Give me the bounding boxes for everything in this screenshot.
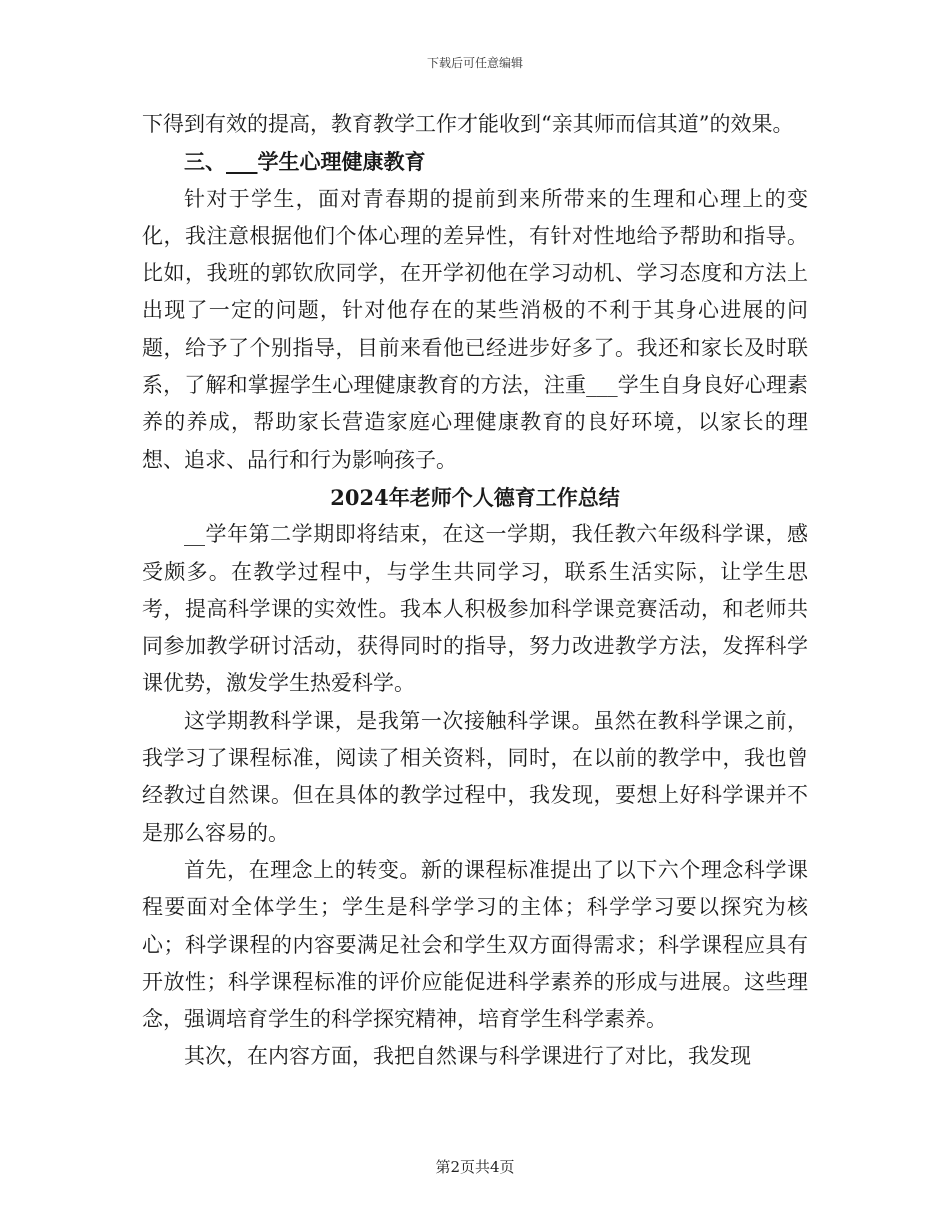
document-body: [142, 106, 808, 1076]
page-number-footer: 第2页共4页: [435, 1158, 515, 1176]
paragraph: 下得到有效的提高，教育教学工作才能收到“亲其师而信其道”的效果。: [142, 112, 794, 136]
paragraph: 其次，在内容方面，我把自然课与科学课进行了对比，我发现: [184, 1044, 751, 1069]
paragraph: 针对于学生，面对青春期的提前到来所带来的生理和心理上的变化，我注意根据他们个体心理的差异性，有针对性地给予帮助和指导。比如，我班的郭钦欣同学，在开学初他在学习动机、学习态度和方法上出现了一定的问题，针对他存在的某些消极的不利于其身心进展的问题，给予了个别指导，目前来看他已经进步好多了。我还和家长及时联系，了解和掌握学生心理健康教育的方法，注重___学生自身良好心理素养的养成，帮助家长营造家庭心理健康教育的良好环境，以家长的理想、追求、品行和行为影响孩子。: [142, 186, 808, 472]
paragraph: __学年第二学期即将结束，在这一学期，我任教六年级科学课，感受颇多。在教学过程中，与学生共同学习，联系生活实际，让学生思考，提高科学课的实效性。我本人积极参加科学课竞赛活动，和老师共同参加教学研讨活动，获得同时的指导，努力改进教学方法，发挥科学课优势，激发学生热爱科学。: [142, 522, 808, 696]
page-header-note: 下载后可任意编辑: [426, 56, 523, 70]
document-title: 2024年老师个人德育工作总结: [330, 484, 620, 510]
paragraph: 首先，在理念上的转变。新的课程标准提出了以下六个理念科学课程要面对全体学生；学生是科学学习的主体；科学学习要以探究为核心；科学课程的内容要满足社会和学生双方面得需求；科学课程应具有开放性；科学课程标准的评价应能促进科学素养的形成与进展。这些理念，强调培育学生的科学探究精神，培育学生科学素养。: [142, 857, 808, 1032]
section-heading: 三、___学生心理健康教育: [184, 149, 426, 175]
paragraph: 这学期教科学课，是我第一次接触科学课。虽然在教科学课之前，我学习了课程标准，阅读了相关资料，同时，在以前的教学中，我也曾经教过自然课。但在具体的教学过程中，我发现，要想上好科学课并不是那么容易的。: [142, 708, 808, 845]
